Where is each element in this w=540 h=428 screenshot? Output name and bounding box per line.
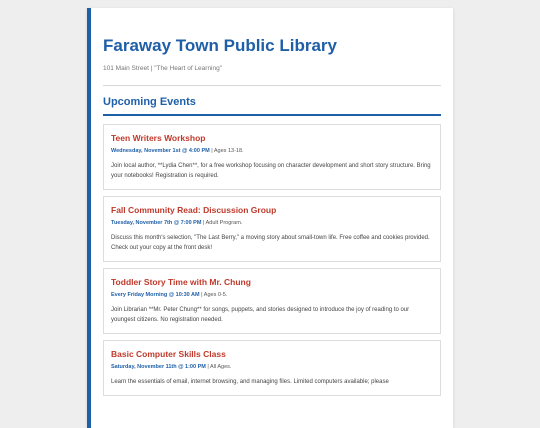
event-description: Join local author, **Lydia Chen**, for a free workshop focusing on character development and short story structure. Bring your notebooks! Registration is required.: [111, 163, 431, 179]
event-schedule: [111, 147, 433, 155]
event-audience: | Ages 0-5.: [199, 292, 228, 298]
event-title: Toddler Story Time with Mr. Chung: [111, 277, 251, 287]
event-card: [103, 268, 441, 334]
event-schedule: [111, 219, 433, 227]
site-title: Faraway Town Public Library: [103, 36, 337, 55]
event-schedule: [111, 291, 433, 299]
event-datetime: Tuesday, November 7th @ 7:00 PM: [111, 220, 202, 226]
event-audience: | Adult Program.: [201, 220, 243, 226]
library-page: [87, 8, 453, 428]
section-title-upcoming-events: Upcoming Events: [103, 94, 441, 116]
event-card: [103, 340, 441, 396]
event-description: Discuss this month's selection, "The Last Berry," a moving story about small-town life. Free coffee and cookies provided. Check out your copy at the front desk!: [111, 235, 430, 251]
event-datetime: Saturday, November 11th @ 1:00 PM: [111, 364, 206, 370]
event-schedule: [111, 363, 433, 371]
event-audience: | All Ages.: [205, 364, 232, 370]
event-card: [103, 124, 441, 190]
event-title: Basic Computer Skills Class: [111, 349, 226, 359]
event-description: Join Librarian **Mr. Peter Chung** for songs, puppets, and stories designed to introduce the joy of reading to our youngest citizens. No registration needed.: [111, 307, 410, 323]
event-title: Fall Community Read: Discussion Group: [111, 205, 277, 215]
event-title: Teen Writers Workshop: [111, 133, 206, 143]
event-datetime: Wednesday, November 1st @ 4:00 PM: [111, 148, 210, 154]
event-description: Learn the essentials of email, internet browsing, and managing files. Limited computers available; please: [111, 379, 389, 385]
header-divider: [103, 85, 441, 86]
event-card: [103, 196, 441, 262]
events-list: [103, 124, 441, 396]
event-audience: | Ages 13-18.: [209, 148, 244, 154]
site-address-tagline: 101 Main Street | "The Heart of Learning": [103, 65, 223, 72]
event-datetime: Every Friday Morning @ 10:30 AM: [111, 292, 200, 298]
